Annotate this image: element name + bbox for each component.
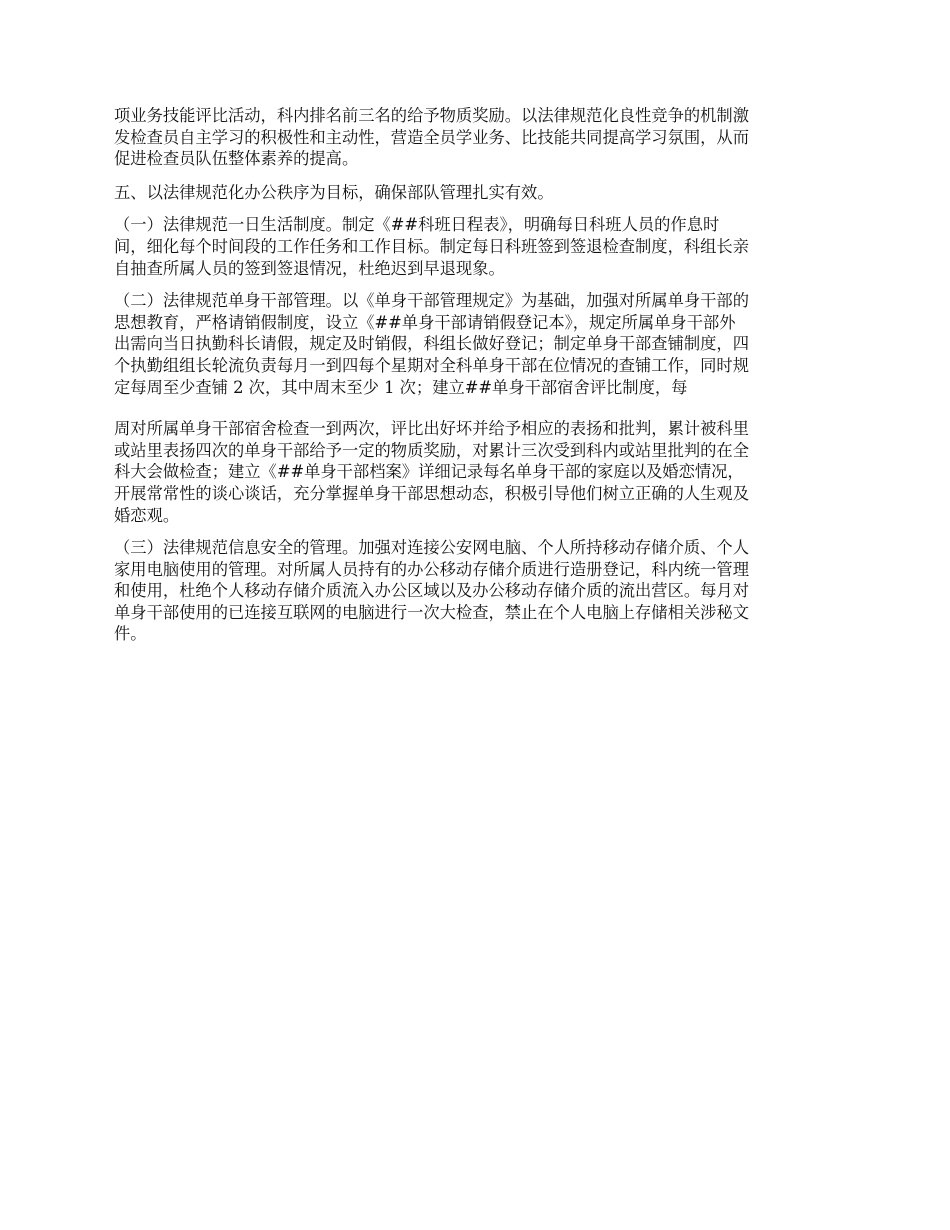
text-line: 单身干部使用的已连接互联网的电脑进行一次大检查，禁止在个人电脑上存储相关涉秘文 — [114, 602, 749, 622]
text-line: 个执勤组组长轮流负责每月一到四每个星期对全科单身干部在位情况的查铺工作，同时规 — [114, 355, 749, 375]
text-line: 或站里表扬四次的单身干部给予一定的物质奖励，对累计三次受到科内或站里批判的在全 — [114, 440, 749, 460]
paragraph-skills-contest — [114, 105, 840, 170]
text-line: 件。 — [114, 624, 147, 644]
text-line: 间，细化每个时间段的工作任务和工作目标。制定每日科班签到签退检查制度，科组长亲 — [114, 236, 749, 256]
text-line: 定每周至少查铺 2 次，其中周末至少 1 次；建立##单身干部宿舍评比制度，每 — [114, 377, 688, 397]
document-body — [114, 105, 840, 645]
text-line: （二）法律规范单身干部管理。以《单身干部管理规定》为基础，加强对所属单身干部的 — [114, 291, 749, 311]
text-line: （一）法律规范一日生活制度。制定《##科班日程表》，明确每日科班人员的作息时 — [114, 215, 720, 235]
text-line: 项业务技能评比活动，科内排名前三名的给予物质奖励。以法律规范化良性竞争的机制激 — [114, 106, 749, 125]
text-line: 发检查员自主学习的积极性和主动性，营造全员学业务、比技能共同提高学习氛围，从而 — [114, 127, 749, 147]
paragraph-single-cadre-management — [114, 290, 840, 398]
text-line: 出需向当日执勤科长请假，规定及时销假，科组长做好登记；制定单身干部查铺制度，四 — [114, 334, 749, 354]
text-line: 家用电脑使用的管理。对所属人员持有的办公移动存储介质进行造册登记，科内统一管理 — [114, 559, 749, 579]
text-line: 自抽查所属人员的签到签退情况，杜绝迟到早退现象。 — [114, 258, 505, 278]
text-line: 开展常常性的谈心谈话，充分掌握单身干部思想动态，积极引导他们树立正确的人生观及 — [114, 483, 749, 503]
text-line: 思想教育，严格请销假制度，设立《##单身干部请销假登记本》，规定所属单身干部外 — [114, 312, 736, 332]
section-heading-five — [114, 182, 840, 204]
text-line: 五、以法律规范化办公秩序为目标，确保部队管理扎实有效。 — [114, 182, 554, 202]
paragraph-information-security — [114, 537, 840, 645]
text-line: 科大会做检查；建立《##单身干部档案》详细记录每名单身干部的家庭以及婚恋情况， — [114, 462, 744, 482]
text-line: 婚恋观。 — [114, 505, 180, 525]
paragraph-daily-routine — [114, 214, 840, 279]
paragraph-dormitory-inspection — [114, 418, 840, 526]
text-line: 周对所属单身干部宿舍检查一到两次，评比出好坏并给予相应的表扬和批判，累计被科里 — [114, 419, 749, 439]
text-line: 和使用，杜绝个人移动存储介质流入办公区域以及办公移动存储介质的流出营区。每月对 — [114, 581, 749, 601]
text-line: （三）法律规范信息安全的管理。加强对连接公安网电脑、个人所持移动存储介质、个人 — [114, 538, 749, 558]
text-line: 促进检查员队伍整体素养的提高。 — [114, 149, 359, 169]
